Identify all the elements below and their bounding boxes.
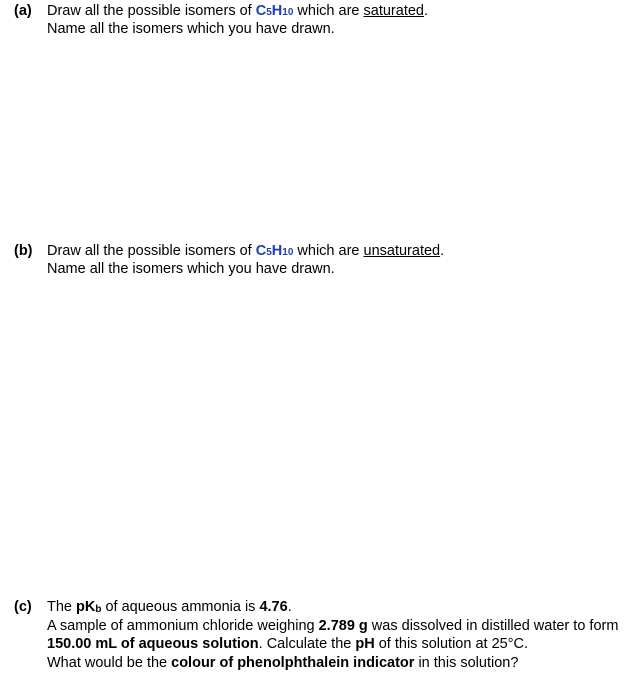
pkb-value: 4.76 — [259, 599, 288, 615]
question-label-a: (a) — [14, 3, 32, 19]
formula-subscript-c: 5 — [266, 7, 272, 18]
underlined-unsaturated: unsaturated — [363, 243, 441, 259]
formula-subscript-h: 10 — [282, 247, 294, 258]
text-segment: A sample of ammonium chloride weighing — [47, 617, 319, 634]
text-segment: of aqueous ammonia is — [101, 599, 260, 615]
text-segment: The — [47, 599, 77, 615]
text-segment: which are — [293, 243, 364, 259]
text-segment: in this solution? — [414, 654, 519, 671]
question-c-line-1 — [47, 598, 634, 617]
text-segment: . Calculate the — [258, 636, 356, 652]
question-c-line-4 — [47, 654, 634, 673]
mass-value: 2.789 g — [318, 617, 368, 634]
pkb-term — [76, 599, 101, 615]
question-label-b: (b) — [14, 243, 33, 259]
formula-c5h10 — [256, 3, 294, 19]
formula-c5h10 — [256, 243, 294, 259]
indicator-term: colour of phenolphthalein indicator — [171, 654, 415, 671]
text-segment: Draw all the possible isomers of — [47, 3, 256, 19]
formula-element-c: C — [255, 3, 267, 19]
question-b-text — [47, 242, 634, 278]
text-segment: of this solution at 25°C. — [374, 636, 529, 652]
formula-subscript-c: 5 — [266, 247, 272, 258]
text-segment: which are — [293, 3, 364, 19]
text-segment: What would be the — [47, 654, 172, 671]
pk-text: pK — [76, 599, 96, 615]
question-a-line-2: Name all the isomers which you have drawn. — [47, 21, 335, 37]
question-c-line-3 — [47, 635, 634, 654]
formula-element-h: H — [271, 3, 283, 19]
question-b-line-1 — [47, 242, 634, 260]
formula-subscript-h: 10 — [282, 7, 294, 18]
question-label-c: (c) — [14, 599, 32, 615]
underlined-saturated: saturated — [363, 3, 424, 19]
text-segment: was dissolved in distilled water to form — [367, 617, 619, 634]
question-c-line-2 — [47, 617, 634, 636]
question-a-text — [47, 2, 634, 38]
text-segment: . — [287, 599, 292, 615]
question-a — [14, 2, 634, 38]
question-c — [14, 598, 634, 672]
text-segment: Draw all the possible isomers of — [47, 243, 256, 259]
text-segment: . — [440, 243, 445, 259]
question-a-line-1 — [47, 2, 634, 20]
formula-element-h: H — [271, 243, 283, 259]
question-c-text — [47, 598, 634, 672]
text-segment: . — [423, 3, 429, 19]
question-b — [14, 242, 634, 278]
pk-subscript: b — [95, 604, 102, 615]
volume-value: 150.00 mL of aqueous solution — [47, 636, 259, 652]
question-b-line-2: Name all the isomers which you have drawn. — [47, 261, 335, 277]
formula-element-c: C — [255, 243, 267, 259]
ph-term: pH — [355, 636, 375, 652]
